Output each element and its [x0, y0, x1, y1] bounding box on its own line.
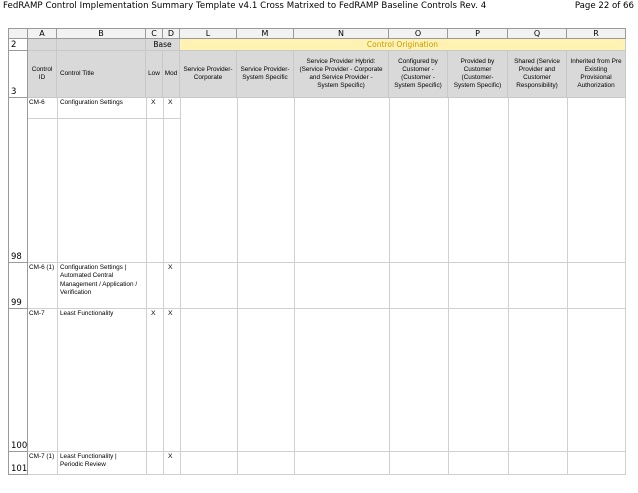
document-title: FedRAMP Control Implementation Summary Template v4.1 Cross Matrixed to FedRAMP Baseline Controls Rev. 4 — [3, 1, 487, 11]
mod-mark: X — [168, 453, 173, 460]
header-configured-by-customer[interactable]: Configured by Customer - (Customer - System Specific) — [389, 51, 448, 98]
table-row-control-id: CM-7 — [29, 310, 45, 317]
control-origination-header[interactable]: Control Origination — [180, 39, 626, 51]
row-number: 98 — [11, 252, 22, 262]
mod-mark: X — [168, 99, 173, 106]
header-control-id[interactable]: Control ID — [28, 51, 57, 98]
row-header-2[interactable] — [8, 39, 28, 51]
column-header-l[interactable]: L — [180, 28, 237, 39]
column-header-r[interactable]: R — [567, 28, 626, 39]
table-row-control-id: CM-6 (1) — [29, 264, 55, 271]
row-header-98[interactable] — [8, 98, 28, 263]
gridline — [28, 451, 626, 452]
row-header-101[interactable] — [8, 452, 28, 475]
header-sp-hybrid[interactable]: Service Provider Hybrid: (Service Provider - Corporate and Service Provider - System Specific) — [294, 51, 389, 98]
gridline — [180, 98, 181, 475]
table-row-control-title: Least Functionality | Periodic Review — [60, 453, 117, 469]
row2-cell-b[interactable] — [57, 39, 146, 51]
gridline — [163, 98, 164, 475]
row-header-3[interactable] — [8, 51, 28, 98]
gridline — [28, 118, 180, 119]
column-header-c[interactable]: C — [146, 28, 163, 39]
gridline — [28, 308, 626, 309]
column-header-b[interactable]: B — [57, 28, 146, 39]
low-mark: X — [151, 310, 156, 317]
header-sp-system-specific[interactable]: Service Provider-System Specific — [237, 51, 294, 98]
header-control-title[interactable]: Control Title — [57, 51, 146, 98]
row2-cell-a[interactable] — [28, 39, 57, 51]
header-provided-by-customer[interactable]: Provided by Customer (Customer- System Specific) — [448, 51, 508, 98]
base-group-header[interactable]: Base — [146, 39, 180, 51]
table-row-control-title: Configuration Settings — [60, 99, 123, 106]
page-number: Page 22 of 66 — [574, 1, 634, 11]
column-header-q[interactable]: Q — [508, 28, 567, 39]
header-mod[interactable]: Mod — [163, 51, 180, 98]
table-row-control-id: CM-6 — [29, 99, 45, 106]
header-low[interactable]: Low — [146, 51, 163, 98]
row-number: 3 — [11, 87, 17, 97]
row-number: 2 — [11, 40, 17, 50]
column-header-m[interactable]: M — [237, 28, 294, 39]
gridline — [567, 98, 568, 475]
header-inherited[interactable]: Inherited from Pre Existing Provisional Authorization — [567, 51, 626, 98]
gridline — [28, 474, 626, 475]
header-sp-corporate[interactable]: Service Provider-Corporate — [180, 51, 237, 98]
gridline — [28, 262, 626, 263]
gridline — [146, 98, 147, 475]
column-header-p[interactable]: P — [448, 28, 508, 39]
gridline — [625, 98, 626, 475]
table-row-control-id: CM-7 (1) — [29, 453, 55, 460]
column-header-a[interactable]: A — [28, 28, 57, 39]
table-row-control-title: Least Functionality — [60, 310, 114, 317]
low-mark: X — [151, 99, 156, 106]
row-number: 99 — [11, 298, 22, 308]
table-row-control-title: Configuration Settings | Automated Central Management / Application / Verification — [60, 264, 138, 296]
row-number: 101 — [11, 464, 28, 474]
header-shared[interactable]: Shared (Service Provider and Customer Responsibility) — [508, 51, 567, 98]
row-number: 100 — [11, 441, 28, 451]
gridline — [389, 98, 390, 475]
column-header-o[interactable]: O — [389, 28, 448, 39]
gridline — [57, 98, 58, 475]
row-header-100[interactable] — [8, 309, 28, 452]
gridline — [508, 98, 509, 475]
gridline — [448, 98, 449, 475]
corner-cell[interactable] — [8, 28, 28, 39]
mod-mark: X — [168, 310, 173, 317]
row-header-99[interactable] — [8, 263, 28, 309]
column-header-d[interactable]: D — [163, 28, 180, 39]
gridline — [294, 98, 295, 475]
gridline — [237, 98, 238, 475]
column-header-n[interactable]: N — [294, 28, 389, 39]
mod-mark: X — [168, 264, 173, 271]
